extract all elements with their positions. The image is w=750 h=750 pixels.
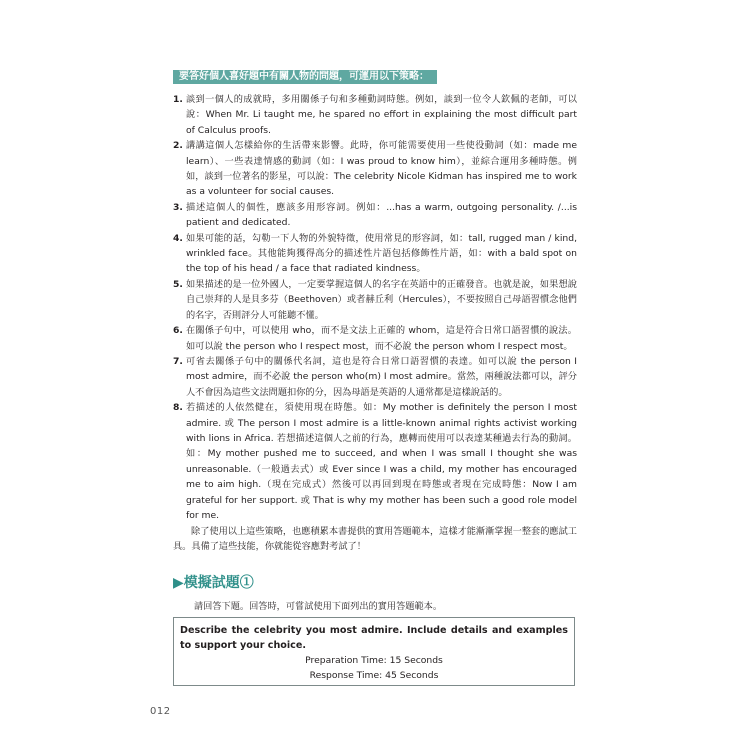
instruction-text: 請回答下題。回答時，可嘗試使用下面列出的實用答題範本。: [194, 601, 443, 612]
strategy-item: [173, 200, 577, 231]
strategy-number: 6.: [173, 325, 183, 337]
strategy-item: [173, 138, 577, 200]
strategy-number: 1.: [173, 94, 183, 105]
strategy-text: 若描述的人依然健在，須使用現在時態。如：My mother is definitely the person I most admire. 或 The person I most admire is a little-known animal rights activist working with lions in Africa. 若想描述這個人之前的行為，應轉而使用可以表達某種過去行為的動詞。如：My mother pushed me to succeed, and when I was small I thought she was unreasonable.（一般過去式）或 Ever since I was a child, my mother has encouraged me to aim high.（現在完成式）然後可以再回到現在時態或者現在完成時態：Now I am grateful for her support. 或 That is why my mother has been such a good role model for me.: [186, 402, 577, 521]
strategy-number: 5.: [173, 278, 183, 290]
strategy-text: 可省去關係子句中的關係代名詞，這也是符合日常口語習慣的表達。如可以說 the person I most admire，而不必說 the person who(m) I most admire。當然，兩種說法都可以，評分人不會因為這些文法問題扣你的分，因為母語是英語的人通常都是這樣說話的。: [186, 355, 577, 398]
strategy-item: [173, 323, 577, 354]
strategy-item: [173, 400, 577, 523]
strategy-banner: 要答好個人喜好題中有關人物的問題，可運用以下策略：: [173, 70, 437, 84]
strategy-text: 如果描述的是一位外國人，一定要掌握這個人的名字在英語中的正確發音。也就是說，如果想說自己崇拜的人是貝多芬（Beethoven）或者赫丘利（Hercules），不要按照自己母語習慣念他們的名字，否則評分人可能聽不懂。: [186, 278, 577, 321]
strategy-number: 3.: [173, 201, 183, 213]
strategy-item: [173, 354, 577, 400]
strategy-item: [173, 277, 577, 323]
strategy-text: 描述這個人的個性，應該多用形容詞。例如：...has a warm, outgoing personality. /...is patient and dedicated.: [186, 201, 577, 229]
section-title: ▶模擬試題①: [173, 575, 254, 591]
strategy-number: 4.: [173, 232, 183, 244]
page-number: 012: [150, 706, 171, 717]
strategy-list: [173, 92, 577, 523]
strategy-number: 2.: [173, 140, 183, 152]
response-time: Response Time: 45 Seconds: [309, 670, 439, 681]
strategy-item: [173, 92, 577, 138]
closing-paragraph: 除了使用以上這些策略，也應積累本書提供的實用答題範本，這樣才能漸漸掌握一整套的應試工具。具備了這些技能，你就能從容應對考試了！: [173, 526, 577, 553]
question-box: [173, 617, 575, 686]
strategy-text: 在關係子句中，可以使用 who，而不是文法上正確的 whom，這是符合日常口語習慣的說法。如可以說 the person who I respect most，而不必說 the person whom I respect most。: [186, 325, 577, 352]
strategy-item: [173, 231, 577, 277]
strategy-text: 談到一個人的成就時，多用關係子句和多種動詞時態。例如，談到一位令人欽佩的老師，可以說：When Mr. Li taught me, he spared no effort in explaining the most difficult part of Calculus proofs.: [186, 94, 577, 136]
strategy-text: 講講這個人怎樣給你的生活帶來影響。此時，你可能需要使用一些使役動詞（如：made me learn）、一些表達情感的動詞（如：I was proud to know him），並綜合運用多種時態。例如，談到一位著名的影星，可以說：The celebrity Nicole Kidman has inspired me to work as a volunteer for social causes.: [186, 140, 577, 198]
strategy-number: 7.: [173, 355, 183, 367]
question-prompt: Describe the celebrity you most admire. Include details and examples to support your choice.: [180, 625, 568, 651]
preparation-time: Preparation Time: 15 Seconds: [305, 655, 443, 666]
strategy-number: 8.: [173, 402, 183, 414]
strategy-text: 如果可能的話，勾勒一下人物的外貌特徵，使用常見的形容詞，如：tall, rugged man / kind, wrinkled face。其他能夠獲得高分的描述性片語包括修飾性片語，如：with a bald spot on the top of his head / a face that radiated kindness。: [186, 232, 577, 275]
